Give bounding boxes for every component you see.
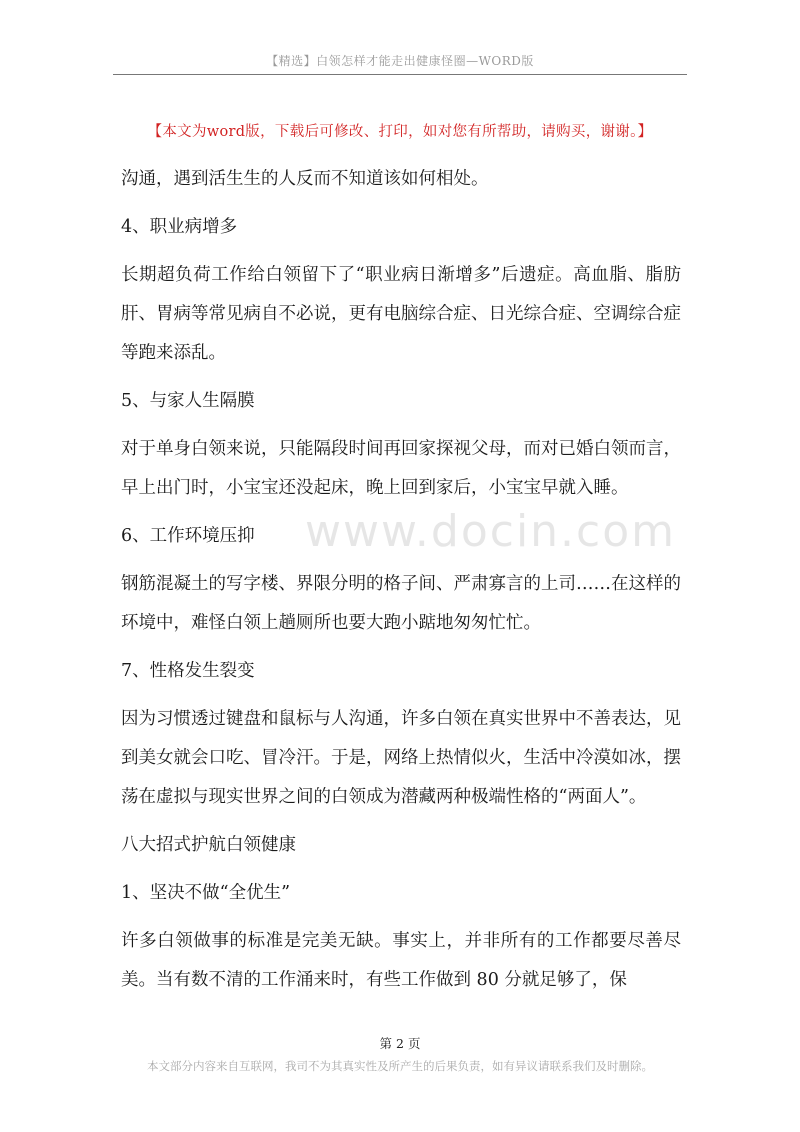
section-heading: 5、与家人生隔膜 (121, 391, 255, 411)
download-notice: 【本文为word版，下载后可修改、打印，如对您有所帮助，请购买，谢谢。】 (147, 124, 653, 140)
paragraph: 对于单身白领来说，只能隔段时间再回家探视父母，而对已婚白领而言，早上出门时，小宝宝还没起床，晚上回到家后，小宝宝早就入睡。 (121, 439, 681, 498)
page-header: 【精选】白领怎样才能走出健康怪圈—WORD版 (266, 54, 534, 68)
header-divider (113, 74, 687, 75)
section-heading: 1、坚决不做“全优生” (121, 883, 291, 903)
section-heading: 八大招式护航白领健康 (121, 835, 296, 855)
section-heading: 6、工作环境压抑 (121, 526, 255, 546)
paragraph: 沟通，遇到活生生的人反而不知道该如何相处。 (121, 169, 489, 189)
page-number: 第 2 页 (379, 1036, 421, 1051)
paragraph: 长期超负荷工作给白领留下了“职业病日渐增多”后遗症。高血脂、脂肪肝、胃病等常见病自不必说，更有电脑综合症、日光综合症、空调综合症等跑来添乱。 (121, 265, 681, 363)
footer-disclaimer: 本文部分内容来自互联网，我司不为其真实性及所产生的后果负责，如有异议请联系我们及时删除。 (147, 1059, 653, 1073)
document-body (121, 160, 681, 1009)
paragraph: 因为习惯透过键盘和鼠标与人沟通，许多白领在真实世界中不善表达，见到美女就会口吃、冒冷汗。于是，网络上热情似火，生活中冷漠如冰，摆荡在虚拟与现实世界之间的白领成为潜藏两种极端性格的“两面人”。 (121, 709, 681, 807)
section-heading: 4、职业病增多 (121, 217, 238, 237)
section-heading: 7、性格发生裂变 (121, 661, 255, 681)
paragraph: 钢筋混凝土的写字楼、界限分明的格子间、严肃寡言的上司……在这样的环境中，难怪白领上趟厕所也要大跑小踮地匆匆忙忙。 (121, 574, 681, 633)
watermark-text: www.docin.com (305, 506, 677, 557)
paragraph: 许多白领做事的标准是完美无缺。事实上，并非所有的工作都要尽善尽美。当有数不清的工作涌来时，有些工作做到 80 分就足够了，保 (121, 931, 681, 990)
